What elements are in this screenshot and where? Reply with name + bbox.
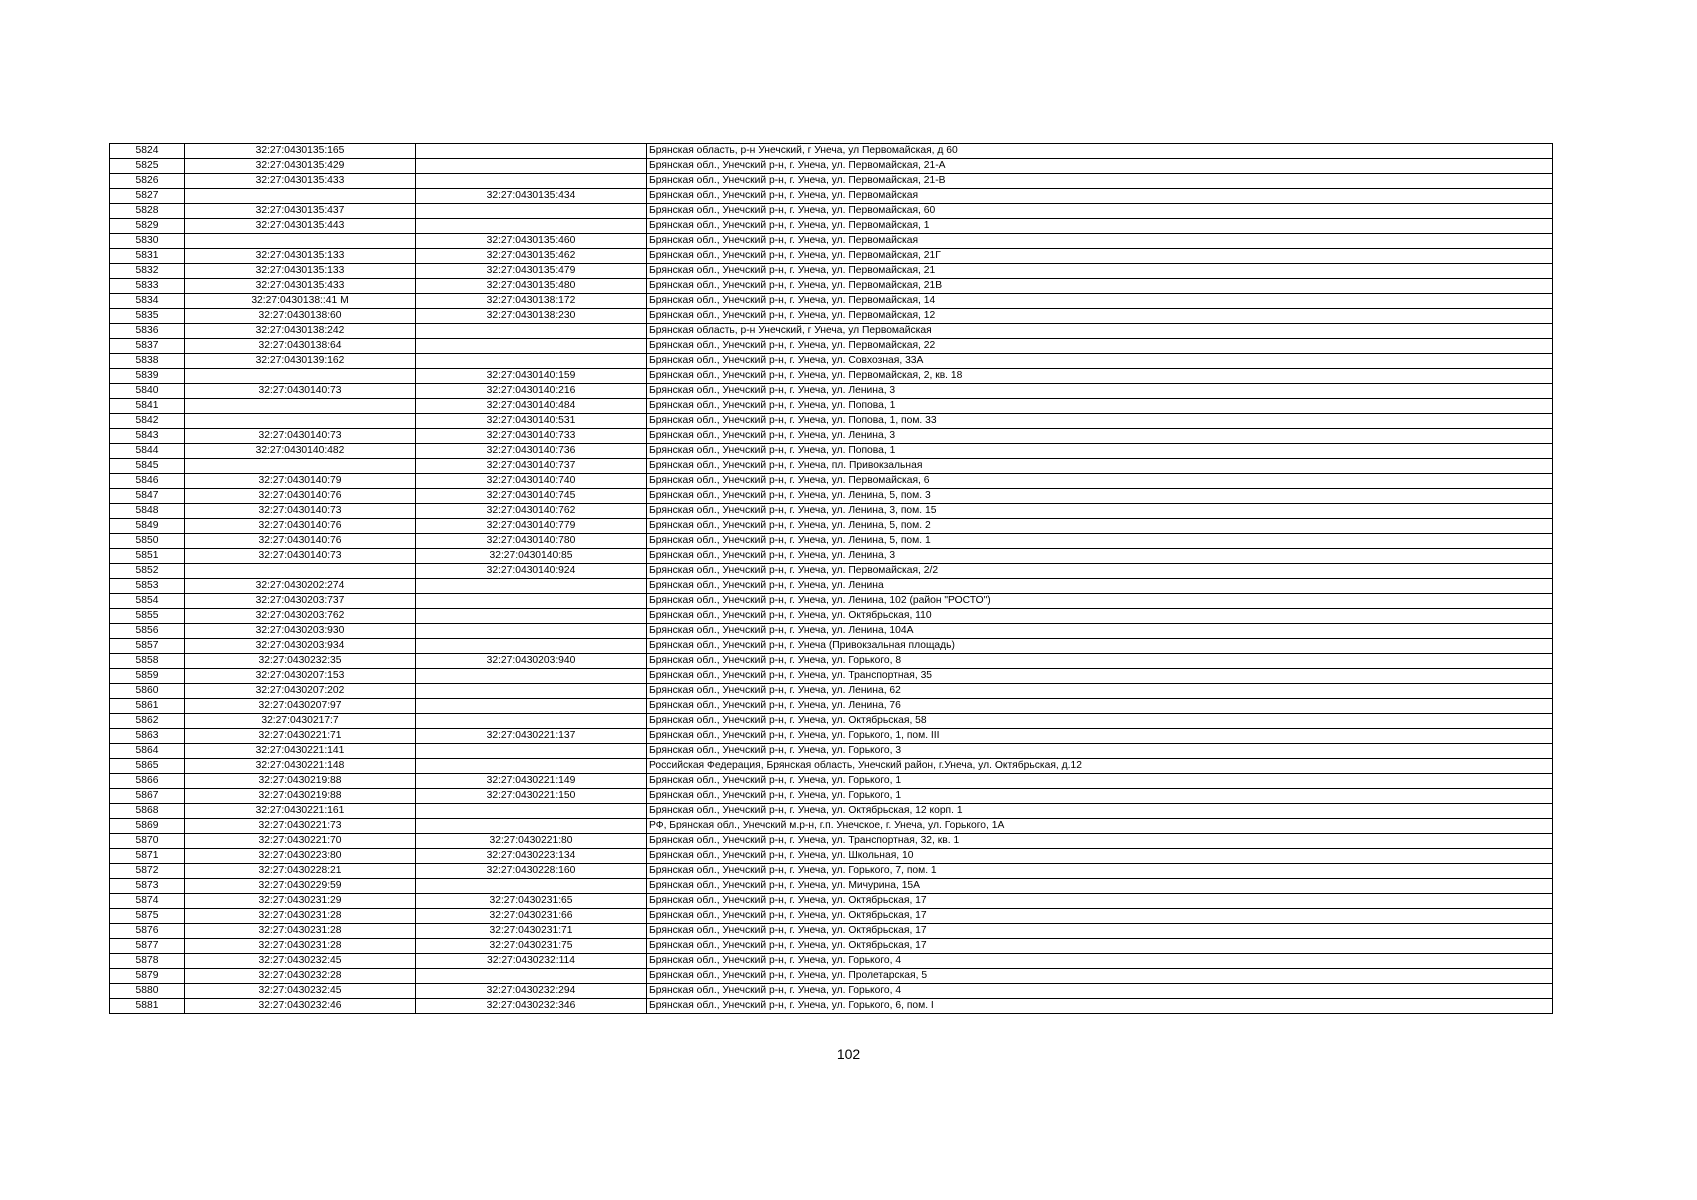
row-number-cell: 5837: [110, 339, 185, 354]
row-number-cell: 5836: [110, 324, 185, 339]
table-row: [110, 339, 1553, 354]
cadastral-number-cell: 32:27:0430135:437: [185, 204, 416, 219]
cadastral-number-cell: 32:27:0430221:70: [185, 834, 416, 849]
cadastral-number-cell: 32:27:0430203:762: [185, 609, 416, 624]
cadastral-number-cell: 32:27:0430135:165: [185, 144, 416, 159]
table-row: [110, 819, 1553, 834]
related-cadastral-number-cell: 32:27:0430140:924: [416, 564, 647, 579]
address-cell: Брянская обл., Унечский р-н, г. Унеча, ул. Горького, 3: [647, 744, 1553, 759]
cadastral-number-cell: 32:27:0430140:73: [185, 429, 416, 444]
table-row: [110, 669, 1553, 684]
table-row: [110, 354, 1553, 369]
address-cell: Брянская обл., Унечский р-н, г. Унеча, ул. Ленина, 102 (район "РОСТО"): [647, 594, 1553, 609]
related-cadastral-number-cell: 32:27:0430140:85: [416, 549, 647, 564]
table-row: [110, 849, 1553, 864]
related-cadastral-number-cell: 32:27:0430138:230: [416, 309, 647, 324]
row-number-cell: 5867: [110, 789, 185, 804]
related-cadastral-number-cell: 32:27:0430232:294: [416, 984, 647, 999]
table-row: [110, 609, 1553, 624]
address-cell: Брянская обл., Унечский р-н, г. Унеча, ул. Горького, 1: [647, 774, 1553, 789]
row-number-cell: 5853: [110, 579, 185, 594]
related-cadastral-number-cell: 32:27:0430140:745: [416, 489, 647, 504]
address-cell: Брянская обл., Унечский р-н, г. Унеча, ул. Октябрьская, 17: [647, 894, 1553, 909]
row-number-cell: 5870: [110, 834, 185, 849]
related-cadastral-number-cell: 32:27:0430231:65: [416, 894, 647, 909]
table-row: [110, 249, 1553, 264]
cadastral-number-cell: [185, 414, 416, 429]
address-cell: Брянская обл., Унечский р-н, г. Унеча, ул. Первомайская, 2, кв. 18: [647, 369, 1553, 384]
cadastral-number-cell: [185, 564, 416, 579]
table-row: [110, 894, 1553, 909]
row-number-cell: 5831: [110, 249, 185, 264]
related-cadastral-number-cell: 32:27:0430223:134: [416, 849, 647, 864]
address-cell: Российская Федерация, Брянская область, Унечский район, г.Унеча, ул. Октябрьская, д.12: [647, 759, 1553, 774]
row-number-cell: 5841: [110, 399, 185, 414]
row-number-cell: 5843: [110, 429, 185, 444]
table-row: [110, 924, 1553, 939]
related-cadastral-number-cell: [416, 699, 647, 714]
related-cadastral-number-cell: [416, 744, 647, 759]
row-number-cell: 5855: [110, 609, 185, 624]
cadastral-number-cell: [185, 189, 416, 204]
related-cadastral-number-cell: 32:27:0430221:150: [416, 789, 647, 804]
table-row: [110, 789, 1553, 804]
table-row: [110, 504, 1553, 519]
address-cell: Брянская обл., Унечский р-н, г. Унеча, ул. Ленина: [647, 579, 1553, 594]
related-cadastral-number-cell: [416, 684, 647, 699]
cadastral-number-cell: 32:27:0430140:76: [185, 519, 416, 534]
address-cell: Брянская обл., Унечский р-н, г. Унеча, ул. Ленина, 62: [647, 684, 1553, 699]
cadastral-number-cell: 32:27:0430232:45: [185, 984, 416, 999]
table-row: [110, 189, 1553, 204]
row-number-cell: 5876: [110, 924, 185, 939]
related-cadastral-number-cell: [416, 639, 647, 654]
address-cell: Брянская обл., Унечский р-н, г. Унеча, ул. Горького, 8: [647, 654, 1553, 669]
address-cell: Брянская обл., Унечский р-н, г. Унеча, ул. Ленина, 5, пом. 1: [647, 534, 1553, 549]
row-number-cell: 5825: [110, 159, 185, 174]
cadastral-number-cell: 32:27:0430203:930: [185, 624, 416, 639]
row-number-cell: 5850: [110, 534, 185, 549]
table-row: [110, 864, 1553, 879]
address-cell: Брянская обл., Унечский р-н, г. Унеча, ул. Горького, 1, пом. III: [647, 729, 1553, 744]
address-cell: Брянская обл., Унечский р-н, г. Унеча, ул. Октябрьская, 17: [647, 909, 1553, 924]
row-number-cell: 5861: [110, 699, 185, 714]
table-row: [110, 294, 1553, 309]
related-cadastral-number-cell: 32:27:0430135:434: [416, 189, 647, 204]
related-cadastral-number-cell: 32:27:0430140:779: [416, 519, 647, 534]
cadastral-number-cell: 32:27:0430140:73: [185, 549, 416, 564]
related-cadastral-number-cell: [416, 819, 647, 834]
table-row: [110, 759, 1553, 774]
address-cell: Брянская обл., Унечский р-н, г. Унеча, ул. Октябрьская, 12 корп. 1: [647, 804, 1553, 819]
cadastral-number-cell: 32:27:0430217:7: [185, 714, 416, 729]
cadastral-number-cell: 32:27:0430138:242: [185, 324, 416, 339]
table-row: [110, 519, 1553, 534]
related-cadastral-number-cell: 32:27:0430221:137: [416, 729, 647, 744]
cadastral-number-cell: 32:27:0430207:153: [185, 669, 416, 684]
address-cell: Брянская обл., Унечский р-н, г. Унеча, ул. Первомайская, 12: [647, 309, 1553, 324]
row-number-cell: 5866: [110, 774, 185, 789]
related-cadastral-number-cell: 32:27:0430228:160: [416, 864, 647, 879]
row-number-cell: 5881: [110, 999, 185, 1014]
row-number-cell: 5868: [110, 804, 185, 819]
related-cadastral-number-cell: 32:27:0430140:737: [416, 459, 647, 474]
cadastral-number-cell: 32:27:0430207:202: [185, 684, 416, 699]
cadastral-number-cell: 32:27:0430140:79: [185, 474, 416, 489]
address-cell: Брянская обл., Унечский р-н, г. Унеча, ул. Первомайская, 21-А: [647, 159, 1553, 174]
address-cell: Брянская обл., Унечский р-н, г. Унеча, ул. Горького, 1: [647, 789, 1553, 804]
cadastral-number-cell: 32:27:0430221:73: [185, 819, 416, 834]
related-cadastral-number-cell: 32:27:0430140:531: [416, 414, 647, 429]
row-number-cell: 5833: [110, 279, 185, 294]
row-number-cell: 5842: [110, 414, 185, 429]
related-cadastral-number-cell: [416, 714, 647, 729]
row-number-cell: 5828: [110, 204, 185, 219]
cadastral-number-cell: 32:27:0430202:274: [185, 579, 416, 594]
address-cell: Брянская обл., Унечский р-н, г. Унеча, ул. Горького, 4: [647, 954, 1553, 969]
table-row: [110, 684, 1553, 699]
cadastral-number-cell: 32:27:0430135:133: [185, 249, 416, 264]
table-row: [110, 534, 1553, 549]
row-number-cell: 5845: [110, 459, 185, 474]
cadastral-number-cell: 32:27:0430135:433: [185, 279, 416, 294]
table-row: [110, 579, 1553, 594]
related-cadastral-number-cell: [416, 579, 647, 594]
related-cadastral-number-cell: [416, 219, 647, 234]
cadastral-number-cell: 32:27:0430138:60: [185, 309, 416, 324]
related-cadastral-number-cell: [416, 804, 647, 819]
related-cadastral-number-cell: 32:27:0430140:736: [416, 444, 647, 459]
cadastral-number-cell: [185, 369, 416, 384]
row-number-cell: 5857: [110, 639, 185, 654]
address-cell: Брянская обл., Унечский р-н, г. Унеча, ул. Октябрьская, 17: [647, 939, 1553, 954]
cadastral-number-cell: 32:27:0430140:73: [185, 504, 416, 519]
cadastral-number-cell: 32:27:0430221:148: [185, 759, 416, 774]
row-number-cell: 5864: [110, 744, 185, 759]
row-number-cell: 5834: [110, 294, 185, 309]
table-row: [110, 459, 1553, 474]
cadastral-number-cell: 32:27:0430135:433: [185, 174, 416, 189]
table-row: [110, 144, 1553, 159]
related-cadastral-number-cell: 32:27:0430140:216: [416, 384, 647, 399]
table-row: [110, 489, 1553, 504]
address-cell: Брянская обл., Унечский р-н, г. Унеча, ул. Ленина, 5, пом. 3: [647, 489, 1553, 504]
row-number-cell: 5832: [110, 264, 185, 279]
row-number-cell: 5880: [110, 984, 185, 999]
row-number-cell: 5878: [110, 954, 185, 969]
table-row: [110, 774, 1553, 789]
related-cadastral-number-cell: 32:27:0430140:740: [416, 474, 647, 489]
related-cadastral-number-cell: 32:27:0430140:762: [416, 504, 647, 519]
address-cell: Брянская обл., Унечский р-н, г. Унеча, ул. Первомайская: [647, 189, 1553, 204]
table-row: [110, 699, 1553, 714]
address-cell: Брянская обл., Унечский р-н, г. Унеча, ул. Пролетарская, 5: [647, 969, 1553, 984]
related-cadastral-number-cell: 32:27:0430232:114: [416, 954, 647, 969]
address-cell: Брянская обл., Унечский р-н, г. Унеча, ул. Горького, 7, пом. 1: [647, 864, 1553, 879]
address-cell: Брянская обл., Унечский р-н, г. Унеча, ул. Ленина, 5, пом. 2: [647, 519, 1553, 534]
row-number-cell: 5863: [110, 729, 185, 744]
cadastral-number-cell: 32:27:0430139:162: [185, 354, 416, 369]
address-cell: Брянская обл., Унечский р-н, г. Унеча, ул. Первомайская, 21Г: [647, 249, 1553, 264]
table-row: [110, 414, 1553, 429]
row-number-cell: 5872: [110, 864, 185, 879]
table-row: [110, 804, 1553, 819]
row-number-cell: 5871: [110, 849, 185, 864]
related-cadastral-number-cell: 32:27:0430203:940: [416, 654, 647, 669]
address-cell: Брянская обл., Унечский р-н, г. Унеча, ул. Октябрьская, 58: [647, 714, 1553, 729]
address-cell: Брянская обл., Унечский р-н, г. Унеча, ул. Транспортная, 32, кв. 1: [647, 834, 1553, 849]
row-number-cell: 5827: [110, 189, 185, 204]
cadastral-number-cell: 32:27:0430232:46: [185, 999, 416, 1014]
row-number-cell: 5830: [110, 234, 185, 249]
related-cadastral-number-cell: 32:27:0430231:66: [416, 909, 647, 924]
related-cadastral-number-cell: [416, 159, 647, 174]
row-number-cell: 5879: [110, 969, 185, 984]
related-cadastral-number-cell: 32:27:0430140:159: [416, 369, 647, 384]
table-row: [110, 744, 1553, 759]
address-cell: Брянская обл., Унечский р-н, г. Унеча, ул. Ленина, 3, пом. 15: [647, 504, 1553, 519]
row-number-cell: 5826: [110, 174, 185, 189]
address-cell: Брянская обл., Унечский р-н, г. Унеча, ул. Горького, 6, пом. I: [647, 999, 1553, 1014]
cadastral-number-cell: [185, 234, 416, 249]
related-cadastral-number-cell: 32:27:0430221:149: [416, 774, 647, 789]
related-cadastral-number-cell: [416, 354, 647, 369]
row-number-cell: 5848: [110, 504, 185, 519]
row-number-cell: 5860: [110, 684, 185, 699]
related-cadastral-number-cell: [416, 339, 647, 354]
table-row: [110, 174, 1553, 189]
cadastral-number-cell: 32:27:0430135:443: [185, 219, 416, 234]
related-cadastral-number-cell: [416, 594, 647, 609]
related-cadastral-number-cell: [416, 759, 647, 774]
document-table: [109, 143, 1553, 1014]
address-cell: Брянская обл., Унечский р-н, г. Унеча, пл. Привокзальная: [647, 459, 1553, 474]
table-row: [110, 729, 1553, 744]
address-cell: Брянская обл., Унечский р-н, г. Унеча, ул. Первомайская, 6: [647, 474, 1553, 489]
table-row: [110, 264, 1553, 279]
table-row: [110, 714, 1553, 729]
address-cell: Брянская обл., Унечский р-н, г. Унеча, ул. Попова, 1, пом. 33: [647, 414, 1553, 429]
address-cell: Брянская обл., Унечский р-н, г. Унеча, ул. Мичурина, 15А: [647, 879, 1553, 894]
address-cell: Брянская обл., Унечский р-н, г. Унеча, ул. Попова, 1: [647, 399, 1553, 414]
row-number-cell: 5829: [110, 219, 185, 234]
address-cell: Брянская обл., Унечский р-н, г. Унеча, ул. Ленина, 3: [647, 549, 1553, 564]
row-number-cell: 5859: [110, 669, 185, 684]
address-cell: Брянская обл., Унечский р-н, г. Унеча, ул. Октябрьская, 110: [647, 609, 1553, 624]
cadastral-number-cell: 32:27:0430140:482: [185, 444, 416, 459]
row-number-cell: 5874: [110, 894, 185, 909]
row-number-cell: 5865: [110, 759, 185, 774]
row-number-cell: 5858: [110, 654, 185, 669]
related-cadastral-number-cell: 32:27:0430135:480: [416, 279, 647, 294]
table-row: [110, 999, 1553, 1014]
related-cadastral-number-cell: 32:27:0430135:460: [416, 234, 647, 249]
row-number-cell: 5846: [110, 474, 185, 489]
related-cadastral-number-cell: 32:27:0430140:733: [416, 429, 647, 444]
table-row: [110, 624, 1553, 639]
row-number-cell: 5844: [110, 444, 185, 459]
table-body: [110, 144, 1553, 1014]
address-cell: Брянская обл., Унечский р-н, г. Унеча, ул. Ленина, 104А: [647, 624, 1553, 639]
cadastral-number-cell: 32:27:0430229:59: [185, 879, 416, 894]
table-row: [110, 474, 1553, 489]
table-row: [110, 429, 1553, 444]
row-number-cell: 5839: [110, 369, 185, 384]
cadastral-number-cell: 32:27:0430231:28: [185, 909, 416, 924]
row-number-cell: 5849: [110, 519, 185, 534]
address-cell: Брянская обл., Унечский р-н, г. Унеча, ул. Ленина, 3: [647, 384, 1553, 399]
related-cadastral-number-cell: 32:27:0430135:479: [416, 264, 647, 279]
table-row: [110, 324, 1553, 339]
table-row: [110, 909, 1553, 924]
address-cell: Брянская обл., Унечский р-н, г. Унеча, ул. Октябрьская, 17: [647, 924, 1553, 939]
row-number-cell: 5862: [110, 714, 185, 729]
related-cadastral-number-cell: 32:27:0430231:75: [416, 939, 647, 954]
row-number-cell: 5852: [110, 564, 185, 579]
address-cell: Брянская обл., Унечский р-н, г. Унеча, ул. Первомайская, 21-В: [647, 174, 1553, 189]
related-cadastral-number-cell: [416, 969, 647, 984]
related-cadastral-number-cell: 32:27:0430140:780: [416, 534, 647, 549]
cadastral-number-cell: 32:27:0430140:76: [185, 534, 416, 549]
table-row: [110, 954, 1553, 969]
cadastral-number-cell: 32:27:0430203:934: [185, 639, 416, 654]
cadastral-number-cell: [185, 459, 416, 474]
table-row: [110, 564, 1553, 579]
table-row: [110, 384, 1553, 399]
table-row: [110, 369, 1553, 384]
cadastral-number-cell: 32:27:0430207:97: [185, 699, 416, 714]
related-cadastral-number-cell: [416, 204, 647, 219]
row-number-cell: 5824: [110, 144, 185, 159]
cadastral-number-cell: 32:27:0430231:29: [185, 894, 416, 909]
cadastral-number-cell: 32:27:0430232:45: [185, 954, 416, 969]
related-cadastral-number-cell: 32:27:0430221:80: [416, 834, 647, 849]
related-cadastral-number-cell: [416, 669, 647, 684]
table-row: [110, 639, 1553, 654]
table-row: [110, 159, 1553, 174]
cadastral-number-cell: 32:27:0430221:141: [185, 744, 416, 759]
table-row: [110, 984, 1553, 999]
row-number-cell: 5847: [110, 489, 185, 504]
address-cell: Брянская обл., Унечский р-н, г. Унеча, ул. Первомайская, 14: [647, 294, 1553, 309]
address-cell: Брянская обл., Унечский р-н, г. Унеча, ул. Первомайская, 21В: [647, 279, 1553, 294]
table-row: [110, 279, 1553, 294]
cadastral-number-cell: 32:27:0430223:80: [185, 849, 416, 864]
related-cadastral-number-cell: 32:27:0430138:172: [416, 294, 647, 309]
cadastral-number-cell: 32:27:0430221:161: [185, 804, 416, 819]
table-row: [110, 549, 1553, 564]
cadastral-number-cell: 32:27:0430221:71: [185, 729, 416, 744]
address-cell: Брянская область, р-н Унечский, г Унеча, ул Первомайская: [647, 324, 1553, 339]
row-number-cell: 5869: [110, 819, 185, 834]
address-cell: Брянская обл., Унечский р-н, г. Унеча, ул. Совхозная, 33А: [647, 354, 1553, 369]
table-row: [110, 234, 1553, 249]
related-cadastral-number-cell: 32:27:0430232:346: [416, 999, 647, 1014]
row-number-cell: 5838: [110, 354, 185, 369]
address-cell: Брянская обл., Унечский р-н, г. Унеча, ул. Первомайская, 2/2: [647, 564, 1553, 579]
table-row: [110, 309, 1553, 324]
cadastral-number-cell: 32:27:0430232:28: [185, 969, 416, 984]
related-cadastral-number-cell: [416, 624, 647, 639]
address-cell: Брянская обл., Унечский р-н, г. Унеча, ул. Первомайская, 22: [647, 339, 1553, 354]
cadastral-number-cell: 32:27:0430203:737: [185, 594, 416, 609]
row-number-cell: 5851: [110, 549, 185, 564]
cadastral-number-cell: 32:27:0430140:76: [185, 489, 416, 504]
table-row: [110, 399, 1553, 414]
row-number-cell: 5875: [110, 909, 185, 924]
address-cell: Брянская обл., Унечский р-н, г. Унеча, ул. Первомайская, 21: [647, 264, 1553, 279]
address-cell: Брянская обл., Унечский р-н, г. Унеча, ул. Попова, 1: [647, 444, 1553, 459]
address-cell: Брянская обл., Унечский р-н, г. Унеча, ул. Первомайская, 1: [647, 219, 1553, 234]
table-row: [110, 879, 1553, 894]
related-cadastral-number-cell: [416, 144, 647, 159]
table-row: [110, 204, 1553, 219]
address-cell: Брянская обл., Унечский р-н, г. Унеча, ул. Ленина, 3: [647, 429, 1553, 444]
cadastral-number-cell: 32:27:0430219:88: [185, 774, 416, 789]
related-cadastral-number-cell: [416, 174, 647, 189]
address-cell: Брянская обл., Унечский р-н, г. Унеча, ул. Горького, 4: [647, 984, 1553, 999]
address-cell: Брянская обл., Унечский р-н, г. Унеча, ул. Ленина, 76: [647, 699, 1553, 714]
row-number-cell: 5840: [110, 384, 185, 399]
table-row: [110, 594, 1553, 609]
table-row: [110, 444, 1553, 459]
address-cell: Брянская обл., Унечский р-н, г. Унеча, ул. Первомайская: [647, 234, 1553, 249]
table-row: [110, 939, 1553, 954]
table-row: [110, 969, 1553, 984]
related-cadastral-number-cell: 32:27:0430231:71: [416, 924, 647, 939]
cadastral-number-cell: 32:27:0430232:35: [185, 654, 416, 669]
row-number-cell: 5877: [110, 939, 185, 954]
cadastral-number-cell: 32:27:0430228:21: [185, 864, 416, 879]
row-number-cell: 5873: [110, 879, 185, 894]
related-cadastral-number-cell: 32:27:0430140:484: [416, 399, 647, 414]
cadastral-number-cell: 32:27:0430138:64: [185, 339, 416, 354]
cadastral-number-cell: [185, 399, 416, 414]
row-number-cell: 5856: [110, 624, 185, 639]
address-cell: Брянская обл., Унечский р-н, г. Унеча, ул. Школьная, 10: [647, 849, 1553, 864]
cadastral-number-cell: 32:27:0430231:28: [185, 924, 416, 939]
address-cell: Брянская обл., Унечский р-н, г. Унеча (Привокзальная площадь): [647, 639, 1553, 654]
table-row: [110, 654, 1553, 669]
related-cadastral-number-cell: [416, 609, 647, 624]
related-cadastral-number-cell: [416, 879, 647, 894]
address-cell: РФ, Брянская обл., Унечский м.р-н, г.п. Унечское, г. Унеча, ул. Горького, 1А: [647, 819, 1553, 834]
cadastral-number-cell: 32:27:0430231:28: [185, 939, 416, 954]
table-row: [110, 219, 1553, 234]
cadastral-number-cell: 32:27:0430219:88: [185, 789, 416, 804]
address-cell: Брянская обл., Унечский р-н, г. Унеча, ул. Транспортная, 35: [647, 669, 1553, 684]
address-cell: Брянская обл., Унечский р-н, г. Унеча, ул. Первомайская, 60: [647, 204, 1553, 219]
cadastral-number-cell: 32:27:0430135:133: [185, 264, 416, 279]
cadastral-number-cell: 32:27:0430140:73: [185, 384, 416, 399]
related-cadastral-number-cell: 32:27:0430135:462: [416, 249, 647, 264]
cadastral-number-cell: 32:27:0430138::41 М: [185, 294, 416, 309]
cadastral-number-cell: 32:27:0430135:429: [185, 159, 416, 174]
page-number: 102: [836, 1046, 861, 1062]
row-number-cell: 5854: [110, 594, 185, 609]
row-number-cell: 5835: [110, 309, 185, 324]
table-row: [110, 834, 1553, 849]
related-cadastral-number-cell: [416, 324, 647, 339]
address-cell: Брянская область, р-н Унечский, г Унеча, ул Первомайская, д 60: [647, 144, 1553, 159]
